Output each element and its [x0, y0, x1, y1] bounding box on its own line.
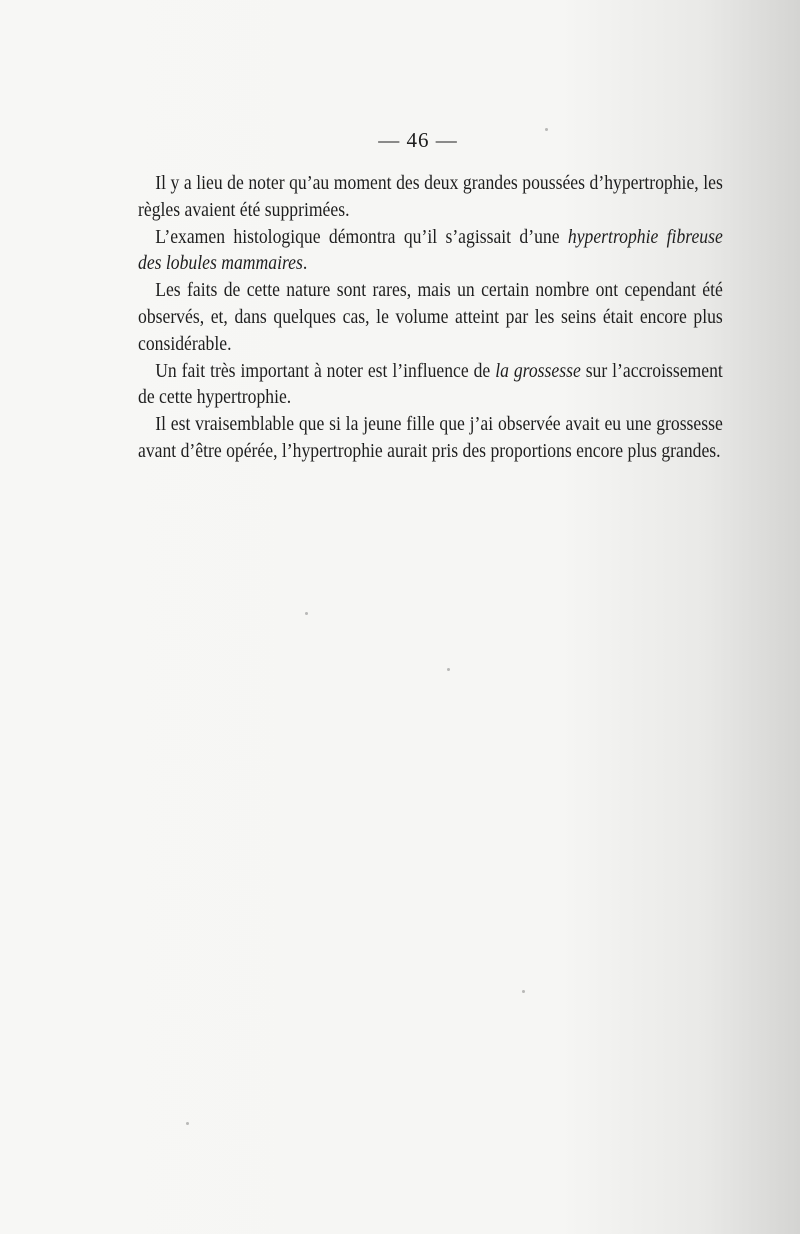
italic-text: hypertrophie fibreuse des lobules mammaires	[138, 225, 723, 275]
paper-speck	[186, 1122, 189, 1125]
paragraph	[138, 170, 723, 224]
italic-text: la grossesse	[495, 359, 581, 382]
paragraph	[138, 224, 723, 278]
text-segment: Il est vraisemblable que si la jeune fille que j’ai observée avait eu une grossesse avant d’être opérée, l’hypertrophie aurait pris des proportions encore plus grandes.	[138, 413, 723, 462]
paragraph	[138, 277, 723, 357]
text-segment: .	[302, 252, 308, 275]
paper-speck	[545, 128, 548, 131]
paragraph	[138, 411, 723, 465]
paragraph	[138, 358, 723, 412]
page-number: — 46 —	[378, 128, 458, 152]
text-segment: Il y a lieu de noter qu’au moment des deux grandes poussées d’hypertrophie, les règles avaient été supprimées.	[138, 172, 723, 221]
paper-speck	[522, 990, 525, 993]
text-segment: L’examen histologique démontra qu’il s’agissait d’une	[155, 225, 568, 248]
text-segment: Les faits de cette nature sont rares, mais un certain nombre ont cependant été observés, et, dans quelques cas, le volume atteint par les seins était encore plus considérable.	[138, 279, 723, 355]
text-segment: Un fait très important à noter est l’influence de	[155, 359, 496, 382]
paper-speck	[305, 612, 308, 615]
paper-speck	[447, 668, 450, 671]
body-text	[138, 170, 723, 465]
text-segment: sur l’accroissement de cette hypertrophie.	[138, 359, 723, 409]
